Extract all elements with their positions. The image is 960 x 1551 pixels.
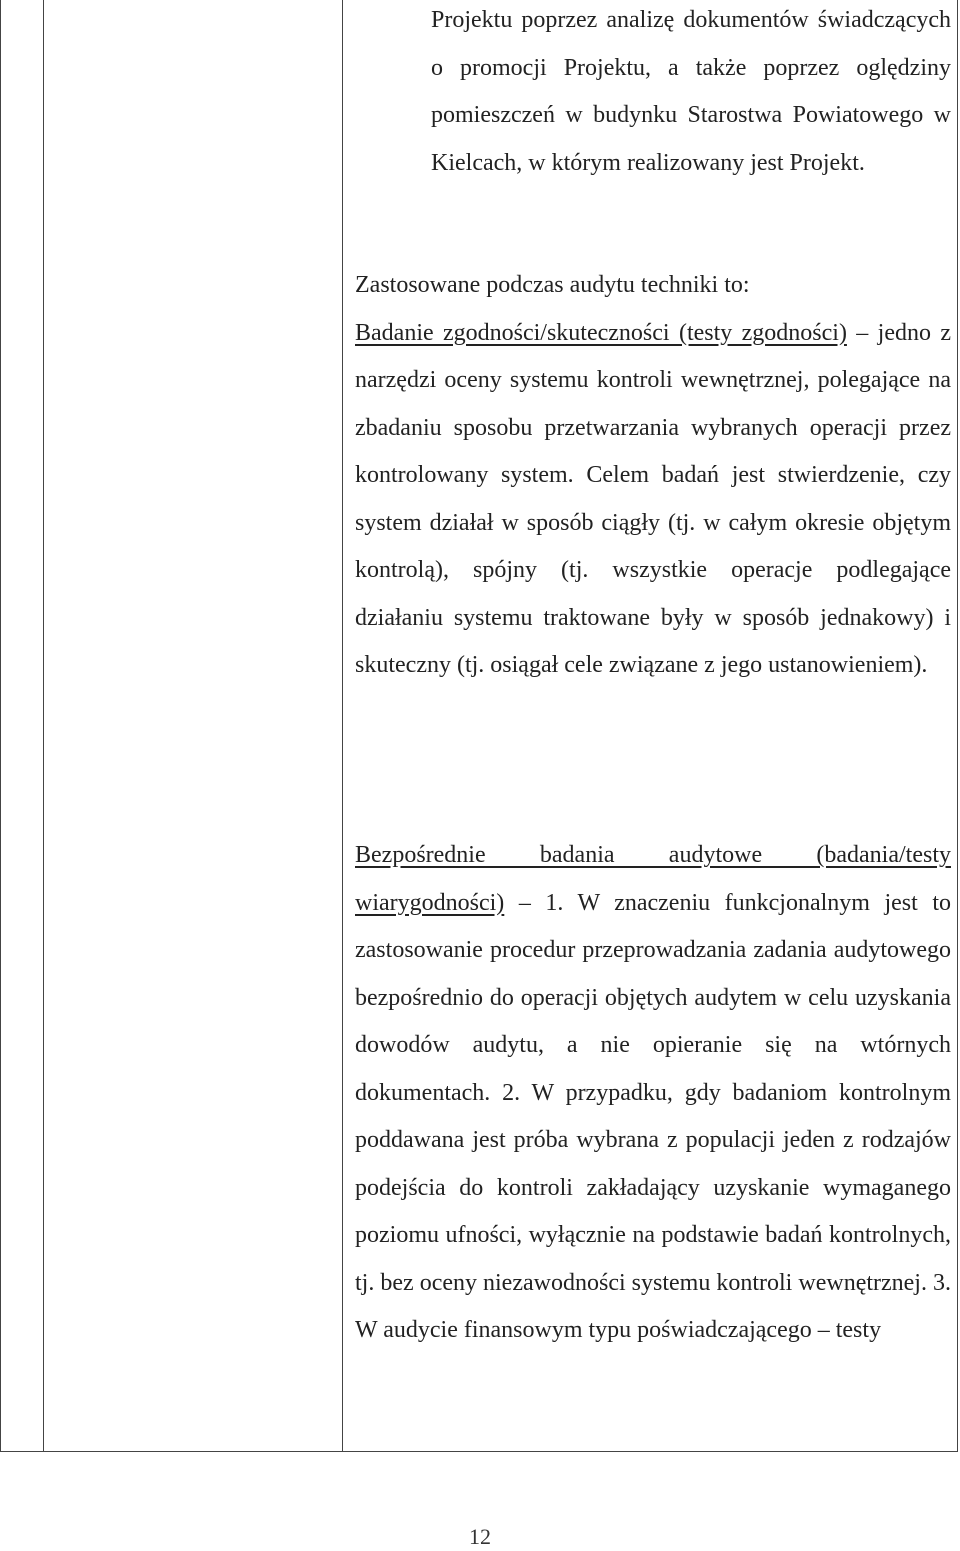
substantive-testing-description: – 1. W znaczeniu funkcjonalnym jest to zastosowanie procedur przeprowadzania zadania audytowego bezpośrednio do operacji objętych audytem w celu uzyskania dowodów audytu, a nie opieranie się na wtórnych dokumentach. 2. W przypadku, gdy badaniom kontrolnym poddawana jest próba wybrana z populacji jeden z rodzajów podejścia do kontroli zakładający uzyskanie wymaganego poziomu ufności, wyłącznie na podstawie badań kontrolnych, tj. bez oceny niezawodności systemu kontroli wewnętrznej. 3. W audycie finansowym typu poświadczającego – testy bbox=[355, 889, 951, 1343]
paragraph-compliance-testing bbox=[355, 262, 951, 690]
table-column-divider-2 bbox=[342, 0, 343, 1451]
audit-techniques-intro: Zastosowane podczas audytu techniki to: bbox=[355, 272, 750, 298]
table-column-divider-1 bbox=[43, 0, 44, 1451]
substantive-testing-term: Bezpośrednie badania audytowe (badania/testy wiarygodności) bbox=[355, 842, 951, 916]
compliance-testing-term: Badanie zgodności/skuteczności (testy zgodności) bbox=[355, 319, 847, 346]
compliance-testing-description: – jedno z narzędzi oceny systemu kontroli wewnętrznej, polegające na zbadaniu sposobu przetwarzania wybranych operacji przez kontrolowany system. Celem badań jest stwierdzenie, czy system działał w sposób ciągły (tj. w całym okresie objętym kontrolą), spójny (tj. wszystkie operacje podlegające działaniu systemu traktowane były w sposób jednakowy) i skuteczny (tj. osiągał cele związane z jego ustanowieniem). bbox=[355, 319, 951, 678]
paragraph-promotion-verification: Projektu poprzez analizę dokumentów świadczących o promocji Projektu, a także poprzez oględziny pomieszczeń w budynku Starostwa Powiatowego w Kielcach, w którym realizowany jest Projekt. bbox=[431, 7, 951, 176]
page-number: 12 bbox=[469, 1524, 491, 1549]
paragraph-substantive-testing bbox=[355, 832, 951, 1355]
